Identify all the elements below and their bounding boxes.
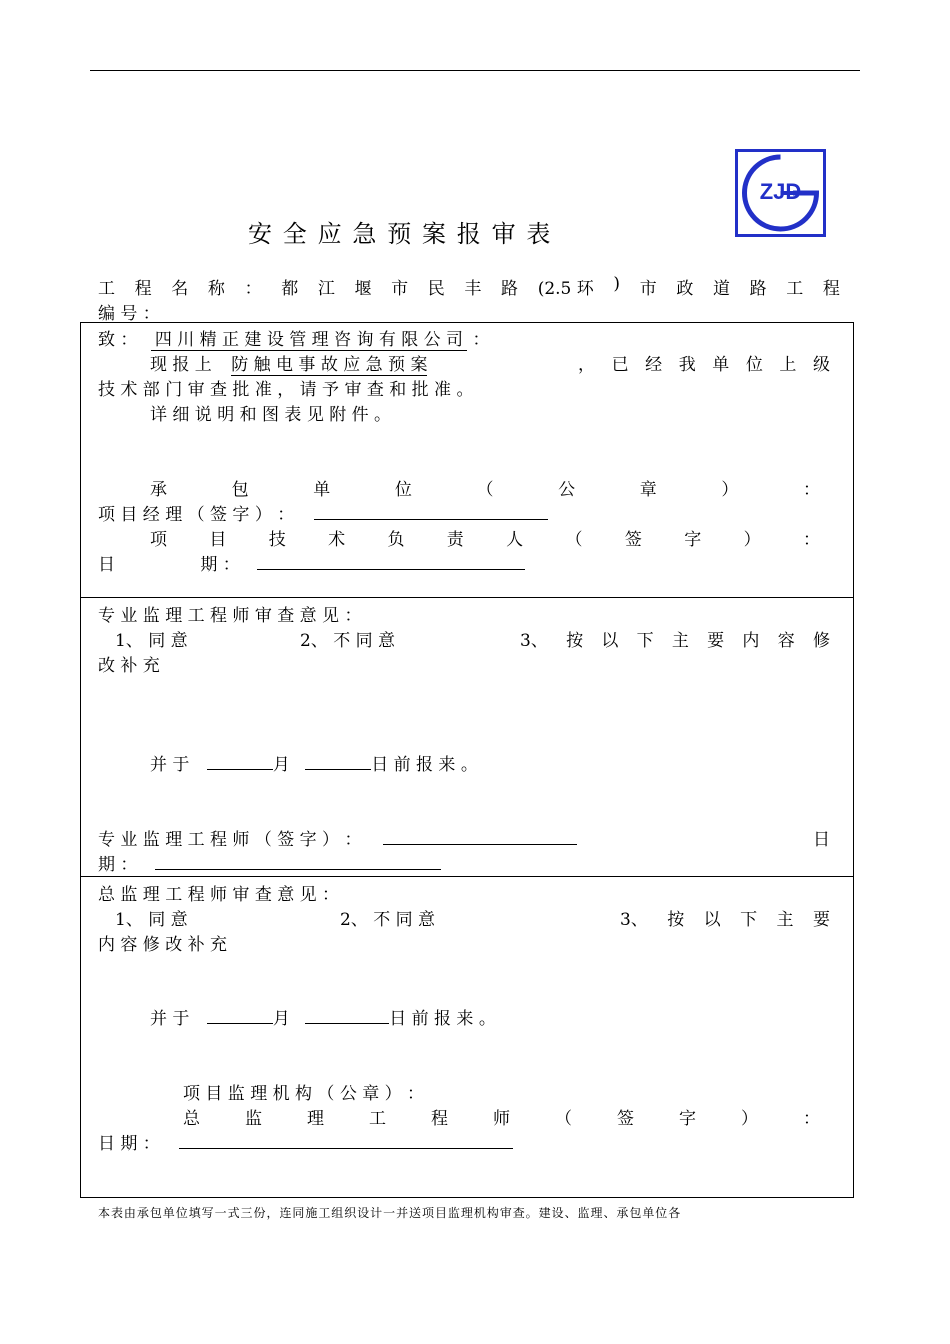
date-line-3	[98, 1129, 513, 1154]
row-char: 程	[822, 279, 840, 299]
month-label: 月	[272, 755, 290, 775]
row-char: 程	[134, 279, 152, 299]
row-char: （	[555, 1109, 572, 1129]
report-line-3: 详 细 说 明 和 图 表 见 附 件 。	[150, 405, 392, 425]
report-deadline-line	[150, 1004, 496, 1029]
row-char: ：	[244, 279, 262, 299]
row-char: ：	[803, 480, 820, 500]
row-char: 项	[150, 530, 167, 550]
row-char: 下	[636, 631, 654, 651]
option-disagree[interactable]: 2、 不 同 意	[340, 910, 436, 930]
row-char: 以	[601, 631, 619, 651]
option-modify[interactable]	[520, 626, 830, 651]
date-label-b: 期 ：	[200, 555, 240, 575]
report-subject: 防 触 电 事 故 应 急 预 案	[231, 355, 428, 375]
date-line-2	[98, 850, 441, 875]
row-char: 章	[639, 480, 657, 500]
to-line	[98, 325, 489, 350]
date-field[interactable]	[179, 1130, 513, 1149]
row-char: 上	[779, 355, 797, 375]
page-title: 安全应急预案报审表	[248, 220, 562, 248]
row-char: 单	[712, 355, 730, 375]
row-char: 签	[617, 1109, 634, 1129]
date-field[interactable]	[155, 851, 441, 870]
row-char: ：	[803, 1109, 820, 1129]
chief-heading: 总 监 理 工 程 师 审 查 意 见 ：	[98, 885, 340, 905]
row-char: 下	[740, 910, 758, 930]
row-char: 单	[313, 480, 331, 500]
row-char: ）	[721, 480, 739, 500]
row-char: 程	[431, 1109, 448, 1129]
row-char: 称	[207, 279, 225, 299]
row-char: 理	[307, 1109, 324, 1129]
row-char: 要	[707, 631, 725, 651]
row-char: 已	[611, 355, 629, 375]
report-line-1-rest	[578, 350, 830, 375]
row-char: 我	[678, 355, 696, 375]
supervisor-heading: 专 业 监 理 工 程 师 审 查 意 见 ：	[98, 606, 362, 626]
header-rule	[90, 70, 860, 71]
logo-text: ZJD	[759, 179, 802, 204]
row-char: 按	[667, 910, 685, 930]
row-char: 总	[183, 1109, 200, 1129]
row-char: 江	[317, 279, 335, 299]
company-logo	[735, 149, 826, 237]
date-label-a: 日	[98, 555, 115, 575]
report-deadline-line	[150, 750, 478, 775]
option-modify[interactable]	[620, 905, 830, 930]
number-label: 编 号 ：	[98, 304, 160, 324]
row-char: 技	[268, 530, 286, 550]
row-char: 容	[777, 631, 795, 651]
to-prefix: 致 ：	[98, 330, 138, 350]
row-char: 按	[566, 631, 584, 651]
row-char: ，	[578, 355, 595, 375]
option-agree[interactable]: 1、 同 意	[115, 910, 188, 930]
row-char: 丰	[464, 279, 482, 299]
day-suffix: 日 前 报 来 。	[371, 755, 478, 775]
option-modify-cont: 改 补 充	[98, 656, 160, 676]
row-char: 道	[712, 279, 730, 299]
day-field[interactable]	[305, 751, 371, 770]
tech-lead-line	[150, 525, 820, 550]
row-char: 要	[812, 910, 830, 930]
org-seal-line: 项 目 监 理 机 构 （ 公 章 ） ：	[183, 1084, 425, 1104]
row-char: 字	[684, 530, 702, 550]
month-label: 月	[272, 1009, 290, 1029]
row-char: 堰	[354, 279, 372, 299]
row-char: 路	[501, 279, 519, 299]
date-field[interactable]	[257, 551, 525, 570]
section-divider	[80, 597, 854, 598]
row-char: 政	[676, 279, 694, 299]
row-char: 负	[387, 530, 405, 550]
row-char: 签	[624, 530, 642, 550]
supervisor-signature-field[interactable]	[383, 826, 577, 845]
report-line-1	[150, 350, 427, 375]
month-field[interactable]	[207, 1005, 273, 1024]
row-char: 3、	[620, 910, 648, 930]
project-name-line	[98, 274, 840, 299]
row-char: 位	[394, 480, 412, 500]
supervisor-sign-label: 专 业 监 理 工 程 师 （ 签 字 ） ：	[98, 830, 362, 850]
row-char: 都	[281, 279, 299, 299]
supervisor-sign-line	[98, 825, 577, 850]
row-char: 字	[679, 1109, 696, 1129]
row-char: 承	[150, 480, 167, 500]
date-label-b: 期 ：	[98, 855, 138, 875]
option-agree[interactable]: 1、 同 意	[115, 631, 188, 651]
row-char: 工	[786, 279, 804, 299]
row-char: 修	[812, 631, 830, 651]
contractor-seal-line	[150, 475, 820, 500]
row-char: ：	[802, 530, 820, 550]
month-field[interactable]	[207, 751, 273, 770]
date-label: 日 期 ：	[98, 1134, 160, 1154]
row-char: 市	[391, 279, 409, 299]
to-suffix: ：	[472, 330, 490, 350]
row-char: 内	[742, 631, 760, 651]
footer-note: 本表由承包单位填写一式三份，连同施工组织设计一并送项目监理机构审查。建设、监理、承包单位各	[98, 1206, 682, 1220]
day-suffix: 日 前 报 来 。	[389, 1009, 496, 1029]
row-char: （	[476, 480, 494, 500]
row-char: 责	[446, 530, 464, 550]
row-char: ）	[741, 1109, 758, 1129]
row-char: 路	[749, 279, 767, 299]
row-char: 民	[427, 279, 445, 299]
row-char: ）	[743, 530, 761, 550]
row-char: 术	[328, 530, 346, 550]
row-char: )	[613, 274, 621, 294]
option-disagree[interactable]: 2、 不 同 意	[300, 631, 396, 651]
report-prefix: 并 于	[150, 1009, 190, 1029]
row-char: 名	[171, 279, 189, 299]
row-char: 经	[645, 355, 663, 375]
row-char: 公	[558, 480, 576, 500]
pm-sign-line	[98, 500, 548, 525]
row-char: 主	[671, 631, 689, 651]
report-prefix: 并 于	[150, 755, 190, 775]
row-char: 师	[493, 1109, 510, 1129]
chief-sign-line	[183, 1104, 820, 1129]
row-char: （	[565, 530, 583, 550]
date-label-a: 日	[813, 830, 830, 850]
date-line-1	[98, 550, 525, 575]
row-char: 以	[703, 910, 721, 930]
row-char: 位	[745, 355, 763, 375]
pm-signature-field[interactable]	[314, 501, 548, 520]
report-line-2: 技 术 部 门 审 查 批 准 ， 请 予 审 查 和 批 准 。	[98, 380, 474, 400]
row-char: 级	[812, 355, 830, 375]
row-char: (2.5 环	[537, 279, 594, 299]
row-char: 工	[98, 279, 115, 299]
day-field[interactable]	[305, 1005, 389, 1024]
row-char: 市	[639, 279, 657, 299]
row-char: 3、	[520, 631, 548, 651]
row-char: 主	[776, 910, 794, 930]
report-prefix: 现 报 上	[150, 355, 212, 375]
pm-label: 项 目 经 理 （ 签 字 ） ：	[98, 505, 295, 525]
section-divider	[80, 876, 854, 877]
row-char: 监	[245, 1109, 262, 1129]
row-char: 人	[506, 530, 524, 550]
option-modify-cont: 内 容 修 改 补 充	[98, 935, 228, 955]
row-char: 目	[209, 530, 227, 550]
to-company: 四 川 精 正 建 设 管 理 咨 询 有 限 公 司	[151, 330, 467, 351]
row-char: 包	[231, 480, 249, 500]
row-char: 工	[369, 1109, 386, 1129]
